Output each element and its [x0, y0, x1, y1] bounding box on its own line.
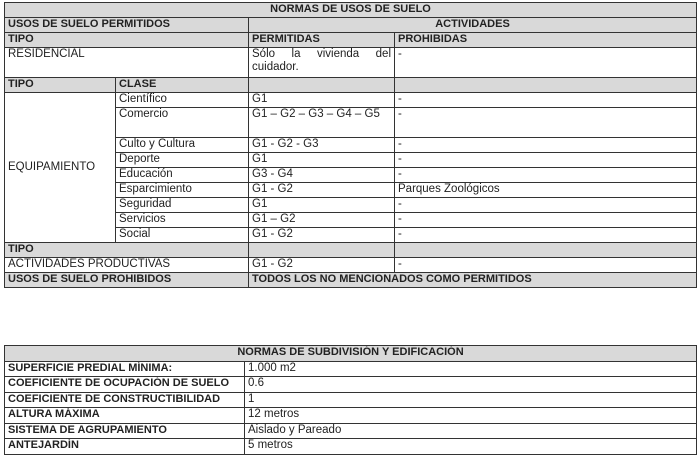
class-prohibited: - — [395, 153, 697, 168]
permitted-header: PERMITIDAS — [249, 33, 395, 48]
equipment-type: EQUIPAMIENTO — [5, 93, 116, 243]
class-prohibited: - — [395, 228, 697, 243]
class-permitted: G1 - G2 - G3 — [249, 138, 395, 153]
prohibited-header: PROHIBIDAS — [395, 33, 697, 48]
max-height-value: 12 metros — [245, 408, 697, 424]
class-permitted: G3 - G4 — [249, 168, 395, 183]
permitted-uses-header: USOS DE SUELO PERMITIDOS — [5, 18, 249, 33]
class-name: Culto y Cultura — [116, 138, 249, 153]
productive-type-header: TIPO — [5, 243, 249, 258]
class-permitted: G1 – G2 — [249, 213, 395, 228]
equipment-type-header: TIPO — [5, 78, 116, 93]
class-name: Social — [116, 228, 249, 243]
class-prohibited: Parques Zoológicos — [395, 183, 697, 198]
land-use-title: NORMAS DE USOS DE SUELO — [5, 3, 697, 18]
max-height-label: ALTURA MÁXIMA — [5, 408, 245, 424]
class-permitted: G1 — [249, 93, 395, 108]
class-permitted: G1 — [249, 198, 395, 213]
class-prohibited: - — [395, 198, 697, 213]
class-permitted: G1 - G2 — [249, 228, 395, 243]
subdivision-title: NORMAS DE SUBDIVISIÓN Y EDIFICACIÓN — [5, 346, 697, 362]
class-prohibited: - — [395, 213, 697, 228]
residential-prohibited: - — [395, 48, 697, 78]
front-yard-label: ANTEJARDÍN — [5, 439, 245, 455]
type-header: TIPO — [5, 33, 249, 48]
land-occupation-coefficient-value: 0.6 — [245, 377, 697, 393]
class-prohibited: - — [395, 168, 697, 183]
class-name: Esparcimiento — [116, 183, 249, 198]
subdivision-table — [4, 345, 697, 455]
productive-permitted: G1 - G2 — [249, 258, 395, 273]
class-name: Científico — [116, 93, 249, 108]
class-name: Seguridad — [116, 198, 249, 213]
class-prohibited: - — [395, 93, 697, 108]
land-use-table — [4, 2, 697, 288]
constructibility-coefficient-value: 1 — [245, 392, 697, 408]
class-permitted: G1 — [249, 153, 395, 168]
class-name: Deporte — [116, 153, 249, 168]
class-header: CLASE — [116, 78, 249, 93]
prohibited-uses-value: TODOS LOS NO MENCIONADOS COMO PERMITIDOS — [249, 273, 697, 288]
productive-prohibited: - — [395, 258, 697, 273]
min-lot-area-value: 1.000 m2 — [245, 361, 697, 377]
grouping-system-value: Aislado y Pareado — [245, 423, 697, 439]
class-permitted: G1 – G2 – G3 – G4 – G5 — [249, 108, 395, 138]
min-lot-area-label: SUPERFICIE PREDIAL MÍNIMA: — [5, 361, 245, 377]
residential-permitted: Sólo la vivienda del cuidador. — [249, 48, 395, 78]
class-name: Servicios — [116, 213, 249, 228]
class-prohibited: - — [395, 108, 697, 138]
class-name: Comercio — [116, 108, 249, 138]
activities-header: ACTIVIDADES — [249, 18, 697, 33]
class-permitted: G1 - G2 — [249, 183, 395, 198]
class-name: Educación — [116, 168, 249, 183]
class-prohibited: - — [395, 138, 697, 153]
productive-type: ACTIVIDADES PRODUCTIVAS — [5, 258, 249, 273]
land-occupation-coefficient-label: COEFICIENTE DE OCUPACIÓN DE SUELO — [5, 377, 245, 393]
prohibited-uses-label: USOS DE SUELO PROHIBIDOS — [5, 273, 249, 288]
residential-type: RESIDENCIAL — [5, 48, 249, 78]
grouping-system-label: SISTEMA DE AGRUPAMIENTO — [5, 423, 245, 439]
constructibility-coefficient-label: COEFICIENTE DE CONSTRUCTIBILIDAD — [5, 392, 245, 408]
front-yard-value: 5 metros — [245, 439, 697, 455]
